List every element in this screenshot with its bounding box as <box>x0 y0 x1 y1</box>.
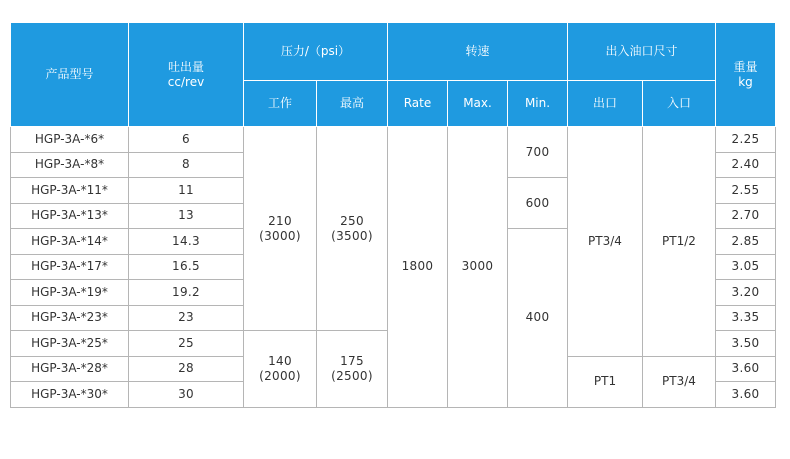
header-weight-label: 重量 <box>733 59 758 74</box>
displacement-cell: 8 <box>129 152 244 178</box>
model-cell: HGP-3A-*13* <box>11 203 129 229</box>
header-pressure: 压力/（psi） <box>244 23 388 81</box>
header-port-size: 出入油口尺寸 <box>568 23 716 81</box>
speed-max-cell: 3000 <box>448 127 508 408</box>
displacement-cell: 14.3 <box>129 229 244 255</box>
table-row <box>11 127 776 153</box>
port-in-cell-b: PT3/4 <box>643 356 716 407</box>
pressure-max-a-mpa: 250 <box>340 213 364 228</box>
port-in-cell-a: PT1/2 <box>643 127 716 357</box>
displacement-cell: 13 <box>129 203 244 229</box>
header-port-out: 出口 <box>568 81 643 127</box>
header-displacement-label: 吐出量 <box>167 59 204 74</box>
speed-min-cell-b: 600 <box>508 178 568 229</box>
model-cell: HGP-3A-*28* <box>11 356 129 382</box>
model-cell: HGP-3A-*8* <box>11 152 129 178</box>
pressure-work-cell-a <box>244 127 317 331</box>
header-pressure-max: 最高 <box>317 81 388 127</box>
header-speed-max: Max. <box>448 81 508 127</box>
model-cell: HGP-3A-*30* <box>11 382 129 408</box>
weight-cell: 2.40 <box>716 152 776 178</box>
pressure-max-cell-b <box>317 331 388 408</box>
header-displacement <box>129 23 244 127</box>
header-speed-rate: Rate <box>388 81 448 127</box>
displacement-cell: 16.5 <box>129 254 244 280</box>
header-displacement-unit: cc/rev <box>167 74 205 89</box>
speed-min-cell-c: 400 <box>508 229 568 408</box>
port-out-cell-b: PT1 <box>568 356 643 407</box>
displacement-cell: 30 <box>129 382 244 408</box>
header-port-in: 入口 <box>643 81 716 127</box>
pressure-max-b-mpa: 175 <box>340 353 364 368</box>
header-model: 产品型号 <box>11 23 129 127</box>
model-cell: HGP-3A-*19* <box>11 280 129 306</box>
weight-cell: 3.60 <box>716 382 776 408</box>
pressure-work-cell-b <box>244 331 317 408</box>
pressure-max-a-psi: (3500) <box>331 228 373 243</box>
weight-cell: 3.05 <box>716 254 776 280</box>
weight-cell: 2.85 <box>716 229 776 255</box>
displacement-cell: 25 <box>129 331 244 357</box>
port-out-cell-a: PT3/4 <box>568 127 643 357</box>
pressure-work-a-psi: (3000) <box>259 228 301 243</box>
model-cell: HGP-3A-*6* <box>11 127 129 153</box>
pressure-work-b-psi: (2000) <box>259 368 301 383</box>
pressure-work-a-mpa: 210 <box>268 213 292 228</box>
model-cell: HGP-3A-*23* <box>11 305 129 331</box>
speed-min-cell-a: 700 <box>508 127 568 178</box>
header-speed-min: Min. <box>508 81 568 127</box>
model-cell: HGP-3A-*14* <box>11 229 129 255</box>
header-pressure-work: 工作 <box>244 81 317 127</box>
header-weight <box>716 23 776 127</box>
model-cell: HGP-3A-*11* <box>11 178 129 204</box>
pressure-work-b-mpa: 140 <box>268 353 292 368</box>
weight-cell: 2.70 <box>716 203 776 229</box>
displacement-cell: 23 <box>129 305 244 331</box>
displacement-cell: 19.2 <box>129 280 244 306</box>
header-weight-unit: kg <box>738 74 753 89</box>
weight-cell: 3.20 <box>716 280 776 306</box>
pressure-max-cell-a <box>317 127 388 331</box>
weight-cell: 2.25 <box>716 127 776 153</box>
header-speed: 转速 <box>388 23 568 81</box>
model-cell: HGP-3A-*17* <box>11 254 129 280</box>
model-cell: HGP-3A-*25* <box>11 331 129 357</box>
speed-rate-cell: 1800 <box>388 127 448 408</box>
displacement-cell: 11 <box>129 178 244 204</box>
weight-cell: 2.55 <box>716 178 776 204</box>
pressure-max-b-psi: (2500) <box>331 368 373 383</box>
weight-cell: 3.50 <box>716 331 776 357</box>
displacement-cell: 28 <box>129 356 244 382</box>
weight-cell: 3.60 <box>716 356 776 382</box>
spec-table <box>10 22 776 408</box>
weight-cell: 3.35 <box>716 305 776 331</box>
displacement-cell: 6 <box>129 127 244 153</box>
